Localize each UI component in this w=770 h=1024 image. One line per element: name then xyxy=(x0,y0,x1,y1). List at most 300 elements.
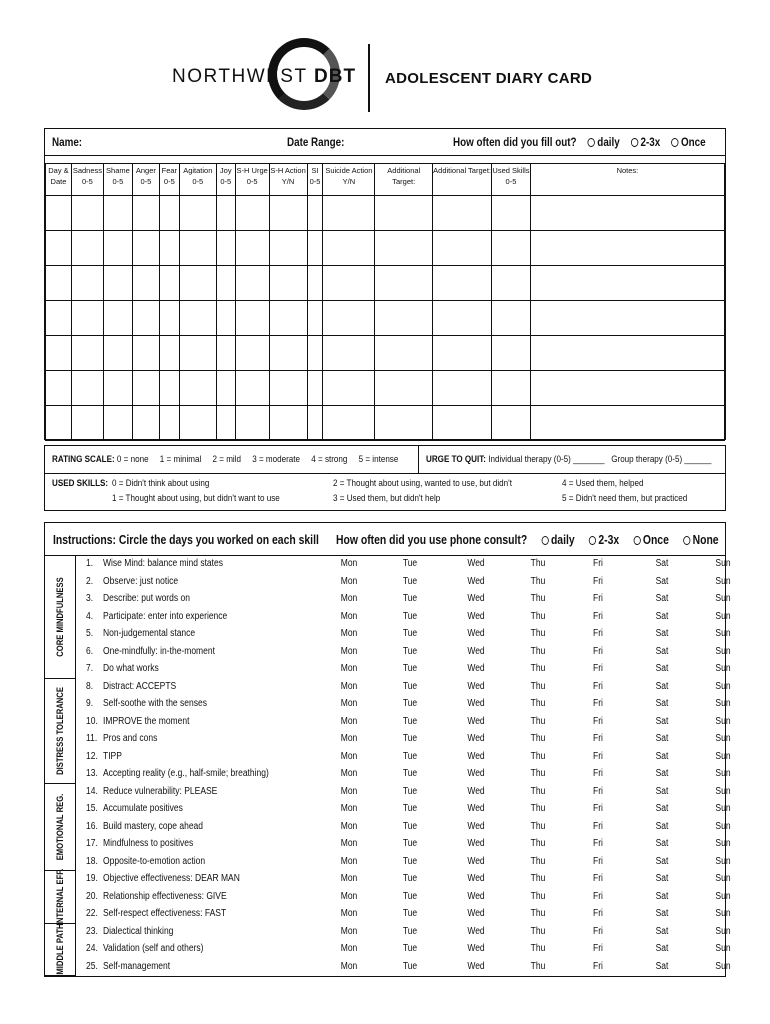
diary-cell[interactable] xyxy=(179,336,216,371)
diary-cell[interactable] xyxy=(235,301,269,336)
day-option-thu[interactable]: Thu xyxy=(530,785,546,797)
diary-cell[interactable] xyxy=(46,371,72,406)
day-option-thu[interactable]: Thu xyxy=(530,960,546,972)
day-option-sat[interactable]: Sat xyxy=(655,715,669,727)
day-option-sun[interactable]: Sun xyxy=(715,943,731,954)
skill-group-label: INTERNAL EFF. xyxy=(55,868,65,925)
day-option-sat[interactable]: Sat xyxy=(655,908,669,919)
skill-row xyxy=(76,801,731,819)
diary-cell[interactable] xyxy=(103,406,132,441)
day-option-tue[interactable]: Tue xyxy=(402,855,418,867)
day-option-thu[interactable]: Thu xyxy=(530,715,546,727)
diary-cell[interactable] xyxy=(132,336,159,371)
day-option-thu[interactable]: Thu xyxy=(530,610,546,622)
diary-cell[interactable] xyxy=(71,196,103,231)
day-option-sat[interactable]: Sat xyxy=(655,873,669,884)
day-option-sun[interactable]: Sun xyxy=(715,698,731,709)
diary-cell[interactable] xyxy=(179,266,216,301)
day-option-sun[interactable]: Sun xyxy=(715,593,731,604)
diary-cell[interactable] xyxy=(159,231,179,266)
day-option-wed[interactable]: Wed xyxy=(467,768,485,779)
day-option-fri[interactable]: Fri xyxy=(593,558,603,569)
skill-number: 4. xyxy=(86,610,94,622)
day-option-fri[interactable]: Fri xyxy=(593,855,603,867)
day-option-thu[interactable]: Thu xyxy=(530,593,546,604)
day-option-fri[interactable]: Fri xyxy=(593,873,603,884)
diary-cell[interactable] xyxy=(307,371,323,406)
diary-cell[interactable] xyxy=(71,231,103,266)
day-option-wed[interactable]: Wed xyxy=(467,645,485,657)
day-option-fri[interactable]: Fri xyxy=(593,925,603,937)
diary-cell[interactable] xyxy=(307,266,323,301)
day-option-sun[interactable]: Sun xyxy=(715,785,731,797)
day-option-mon[interactable]: Mon xyxy=(340,873,358,884)
skills-section xyxy=(44,522,731,977)
diary-cell[interactable] xyxy=(103,301,132,336)
day-option-mon[interactable]: Mon xyxy=(340,628,358,639)
day-option-wed[interactable]: Wed xyxy=(467,855,485,867)
day-option-tue[interactable]: Tue xyxy=(402,768,418,779)
diary-cell[interactable] xyxy=(530,196,724,231)
diary-cell[interactable] xyxy=(433,336,492,371)
day-option-sun[interactable]: Sun xyxy=(715,610,731,622)
skill-number: 8. xyxy=(86,680,94,692)
diary-cell[interactable] xyxy=(307,231,323,266)
skill-row xyxy=(76,714,731,732)
day-option-sat[interactable]: Sat xyxy=(655,733,669,744)
day-option-tue[interactable]: Tue xyxy=(402,803,418,814)
day-option-wed[interactable]: Wed xyxy=(467,803,485,814)
diary-row xyxy=(46,406,725,441)
skill-number: 12. xyxy=(86,750,98,762)
day-option-wed[interactable]: Wed xyxy=(467,680,485,692)
day-option-wed[interactable]: Wed xyxy=(467,733,485,744)
diary-cell[interactable] xyxy=(323,406,375,441)
diary-cell[interactable] xyxy=(530,266,724,301)
diary-cell[interactable] xyxy=(132,371,159,406)
diary-cell[interactable] xyxy=(307,406,323,441)
diary-cell[interactable] xyxy=(159,196,179,231)
day-option-tue[interactable]: Tue xyxy=(402,873,418,884)
diary-cell[interactable] xyxy=(132,301,159,336)
day-option-wed[interactable]: Wed xyxy=(467,663,485,674)
day-option-fri[interactable]: Fri xyxy=(593,575,603,587)
day-option-mon[interactable]: Mon xyxy=(340,698,358,709)
diary-cell[interactable] xyxy=(179,196,216,231)
diary-cell[interactable] xyxy=(269,196,307,231)
day-option-mon[interactable]: Mon xyxy=(340,680,358,692)
day-option-sat[interactable]: Sat xyxy=(655,838,669,849)
day-option-sun[interactable]: Sun xyxy=(715,838,731,849)
day-option-wed[interactable]: Wed xyxy=(467,838,485,849)
day-option-sat[interactable]: Sat xyxy=(655,698,669,709)
day-option-mon[interactable]: Mon xyxy=(340,803,358,814)
day-option-mon[interactable]: Mon xyxy=(340,663,358,674)
day-option-tue[interactable]: Tue xyxy=(402,785,418,797)
day-option-tue[interactable]: Tue xyxy=(402,890,418,902)
day-option-tue[interactable]: Tue xyxy=(402,698,418,709)
day-option-fri[interactable]: Fri xyxy=(593,680,603,692)
day-option-tue[interactable]: Tue xyxy=(402,715,418,727)
day-option-fri[interactable]: Fri xyxy=(593,698,603,709)
day-option-wed[interactable]: Wed xyxy=(467,750,485,762)
day-option-sun[interactable]: Sun xyxy=(715,960,731,972)
day-option-thu[interactable]: Thu xyxy=(530,733,546,744)
day-option-tue[interactable]: Tue xyxy=(402,925,418,937)
fill-option-daily[interactable]: daily xyxy=(587,135,619,149)
day-option-sun[interactable]: Sun xyxy=(715,645,731,657)
day-option-sun[interactable]: Sun xyxy=(715,925,731,937)
diary-cell[interactable] xyxy=(132,196,159,231)
diary-cell[interactable] xyxy=(492,301,531,336)
day-option-fri[interactable]: Fri xyxy=(593,803,603,814)
day-option-sun[interactable]: Sun xyxy=(715,575,731,587)
day-option-sun[interactable]: Sun xyxy=(715,558,731,569)
diary-cell[interactable] xyxy=(179,231,216,266)
day-option-fri[interactable]: Fri xyxy=(593,838,603,849)
diary-cell[interactable] xyxy=(235,266,269,301)
diary-cell[interactable] xyxy=(71,266,103,301)
day-option-tue[interactable]: Tue xyxy=(402,680,418,692)
diary-cell[interactable] xyxy=(269,371,307,406)
diary-cell[interactable] xyxy=(375,301,433,336)
day-option-fri[interactable]: Fri xyxy=(593,960,603,972)
skill-text: Describe: put words on xyxy=(103,593,190,604)
day-option-thu[interactable]: Thu xyxy=(530,908,546,919)
diary-cell[interactable] xyxy=(375,231,433,266)
day-option-sat[interactable]: Sat xyxy=(655,750,669,762)
day-option-mon[interactable]: Mon xyxy=(340,785,358,797)
diary-cell[interactable] xyxy=(323,231,375,266)
diary-cell[interactable] xyxy=(159,406,179,441)
day-option-sat[interactable]: Sat xyxy=(655,890,669,902)
diary-cell[interactable] xyxy=(235,406,269,441)
day-option-tue[interactable]: Tue xyxy=(402,575,418,587)
diary-cell[interactable] xyxy=(530,336,724,371)
diary-cell[interactable] xyxy=(103,266,132,301)
diary-cell[interactable] xyxy=(71,336,103,371)
date-range-label: Date Range: xyxy=(287,135,345,149)
day-option-sat[interactable]: Sat xyxy=(655,785,669,797)
diary-cell[interactable] xyxy=(71,301,103,336)
day-option-tue[interactable]: Tue xyxy=(402,645,418,657)
diary-cell[interactable] xyxy=(216,371,235,406)
day-option-sun[interactable]: Sun xyxy=(715,715,731,727)
diary-cell[interactable] xyxy=(46,266,72,301)
day-option-mon[interactable]: Mon xyxy=(340,593,358,604)
diary-cell[interactable] xyxy=(159,301,179,336)
day-option-mon[interactable]: Mon xyxy=(340,855,358,867)
diary-cell[interactable] xyxy=(530,301,724,336)
day-option-thu[interactable]: Thu xyxy=(530,645,546,657)
day-option-mon[interactable]: Mon xyxy=(340,733,358,744)
day-option-sat[interactable]: Sat xyxy=(655,943,669,954)
skill-group xyxy=(45,924,76,977)
day-option-mon[interactable]: Mon xyxy=(340,943,358,954)
day-option-wed[interactable]: Wed xyxy=(467,715,485,727)
diary-cell[interactable] xyxy=(492,406,531,441)
day-option-mon[interactable]: Mon xyxy=(340,715,358,727)
day-option-sat[interactable]: Sat xyxy=(655,593,669,604)
day-option-mon[interactable]: Mon xyxy=(340,838,358,849)
day-option-thu[interactable]: Thu xyxy=(530,575,546,587)
skill-number: 1. xyxy=(86,558,94,569)
day-option-sun[interactable]: Sun xyxy=(715,768,731,779)
day-option-wed[interactable]: Wed xyxy=(467,558,485,569)
skill-text: Build mastery, cope ahead xyxy=(103,820,204,832)
diary-cell[interactable] xyxy=(46,231,72,266)
diary-cell[interactable] xyxy=(492,371,531,406)
day-option-thu[interactable]: Thu xyxy=(530,943,546,954)
day-option-mon[interactable]: Mon xyxy=(340,610,358,622)
day-option-wed[interactable]: Wed xyxy=(467,890,485,902)
day-option-mon[interactable]: Mon xyxy=(340,558,358,569)
day-option-mon[interactable]: Mon xyxy=(340,890,358,902)
diary-cell[interactable] xyxy=(132,231,159,266)
name-label: Name: xyxy=(52,135,83,149)
fill-option-2-3x[interactable]: 2-3x xyxy=(631,135,661,149)
day-option-tue[interactable]: Tue xyxy=(402,750,418,762)
diary-cell[interactable] xyxy=(103,196,132,231)
diary-cell[interactable] xyxy=(235,196,269,231)
phone-option-daily[interactable]: daily xyxy=(541,532,574,547)
diary-cell[interactable] xyxy=(159,336,179,371)
diary-cell[interactable] xyxy=(103,371,132,406)
diary-cell[interactable] xyxy=(132,266,159,301)
day-option-sat[interactable]: Sat xyxy=(655,960,669,972)
day-option-sun[interactable]: Sun xyxy=(715,908,731,919)
diary-cell[interactable] xyxy=(492,336,531,371)
day-option-thu[interactable]: Thu xyxy=(530,803,546,814)
day-option-fri[interactable]: Fri xyxy=(593,610,603,622)
skill-text: Accumulate positives xyxy=(103,803,183,814)
day-option-sat[interactable]: Sat xyxy=(655,575,669,587)
day-option-tue[interactable]: Tue xyxy=(402,908,418,919)
diary-cell[interactable] xyxy=(216,301,235,336)
diary-cell[interactable] xyxy=(216,406,235,441)
day-option-mon[interactable]: Mon xyxy=(340,768,358,779)
day-option-wed[interactable]: Wed xyxy=(467,575,485,587)
day-option-thu[interactable]: Thu xyxy=(530,750,546,762)
diary-cell[interactable] xyxy=(46,406,72,441)
day-option-thu[interactable]: Thu xyxy=(530,628,546,639)
day-option-sat[interactable]: Sat xyxy=(655,855,669,867)
day-option-sun[interactable]: Sun xyxy=(715,873,731,884)
day-option-wed[interactable]: Wed xyxy=(467,908,485,919)
day-option-thu[interactable]: Thu xyxy=(530,558,546,569)
diary-cell[interactable] xyxy=(307,336,323,371)
day-option-sat[interactable]: Sat xyxy=(655,628,669,639)
skill-group xyxy=(45,868,76,925)
day-option-wed[interactable]: Wed xyxy=(467,925,485,937)
day-option-tue[interactable]: Tue xyxy=(402,558,418,569)
diary-cell[interactable] xyxy=(269,301,307,336)
day-option-tue[interactable]: Tue xyxy=(402,733,418,744)
diary-cell[interactable] xyxy=(46,196,72,231)
day-option-fri[interactable]: Fri xyxy=(593,908,603,919)
phone-option-once[interactable]: Once xyxy=(633,532,669,547)
day-option-mon[interactable]: Mon xyxy=(340,575,358,587)
diary-row xyxy=(46,196,725,231)
diary-cell[interactable] xyxy=(103,336,132,371)
day-option-thu[interactable]: Thu xyxy=(530,768,546,779)
fill-option-once[interactable]: Once xyxy=(671,135,705,149)
day-option-thu[interactable]: Thu xyxy=(530,925,546,937)
day-option-thu[interactable]: Thu xyxy=(530,820,546,832)
diary-row xyxy=(46,371,725,406)
diary-cell[interactable] xyxy=(46,301,72,336)
day-option-wed[interactable]: Wed xyxy=(467,610,485,622)
diary-cell[interactable] xyxy=(492,196,531,231)
day-option-tue[interactable]: Tue xyxy=(402,610,418,622)
day-option-thu[interactable]: Thu xyxy=(530,873,546,884)
diary-cell[interactable] xyxy=(269,266,307,301)
day-option-sat[interactable]: Sat xyxy=(655,925,669,937)
day-option-sun[interactable]: Sun xyxy=(715,890,731,902)
diary-cell[interactable] xyxy=(433,301,492,336)
day-option-mon[interactable]: Mon xyxy=(340,750,358,762)
day-option-fri[interactable]: Fri xyxy=(593,593,603,604)
skills-instructions-row xyxy=(45,523,725,556)
day-option-fri[interactable]: Fri xyxy=(593,943,603,954)
day-option-sat[interactable]: Sat xyxy=(655,663,669,674)
diary-cell[interactable] xyxy=(375,196,433,231)
day-option-mon[interactable]: Mon xyxy=(340,645,358,657)
day-option-mon[interactable]: Mon xyxy=(340,925,358,937)
day-option-fri[interactable]: Fri xyxy=(593,663,603,674)
diary-cell[interactable] xyxy=(307,301,323,336)
day-option-sun[interactable]: Sun xyxy=(715,680,731,692)
diary-cell[interactable] xyxy=(269,336,307,371)
diary-cell[interactable] xyxy=(433,266,492,301)
diary-cell[interactable] xyxy=(269,406,307,441)
diary-cell[interactable] xyxy=(433,231,492,266)
day-option-sun[interactable]: Sun xyxy=(715,733,731,744)
day-option-mon[interactable]: Mon xyxy=(340,820,358,832)
phone-option-2-3x[interactable]: 2-3x xyxy=(589,532,619,547)
diary-cell[interactable] xyxy=(323,371,375,406)
diary-cell[interactable] xyxy=(323,196,375,231)
day-option-wed[interactable]: Wed xyxy=(467,698,485,709)
diary-cell[interactable] xyxy=(323,301,375,336)
diary-cell[interactable] xyxy=(216,336,235,371)
day-option-tue[interactable]: Tue xyxy=(402,663,418,674)
diary-cell[interactable] xyxy=(179,301,216,336)
day-option-mon[interactable]: Mon xyxy=(340,960,358,972)
day-option-fri[interactable]: Fri xyxy=(593,645,603,657)
diary-cell[interactable] xyxy=(216,231,235,266)
diary-cell[interactable] xyxy=(433,371,492,406)
phone-option-none[interactable]: None xyxy=(683,532,719,547)
day-option-sat[interactable]: Sat xyxy=(655,680,669,692)
diary-cell[interactable] xyxy=(216,196,235,231)
diary-cell[interactable] xyxy=(433,406,492,441)
day-option-wed[interactable]: Wed xyxy=(467,593,485,604)
diary-cell[interactable] xyxy=(375,336,433,371)
diary-cell[interactable] xyxy=(179,406,216,441)
diary-cell[interactable] xyxy=(530,406,724,441)
diary-cell[interactable] xyxy=(492,266,531,301)
day-option-mon[interactable]: Mon xyxy=(340,908,358,919)
diary-cell[interactable] xyxy=(159,371,179,406)
day-option-sat[interactable]: Sat xyxy=(655,768,669,779)
diary-cell[interactable] xyxy=(46,336,72,371)
diary-cell[interactable] xyxy=(179,371,216,406)
diary-cell[interactable] xyxy=(492,231,531,266)
diary-cell[interactable] xyxy=(216,266,235,301)
diary-cell[interactable] xyxy=(235,371,269,406)
day-option-sun[interactable]: Sun xyxy=(715,663,731,674)
day-option-wed[interactable]: Wed xyxy=(467,960,485,972)
day-option-sat[interactable]: Sat xyxy=(655,645,669,657)
diary-cell[interactable] xyxy=(307,196,323,231)
day-option-thu[interactable]: Thu xyxy=(530,855,546,867)
day-option-thu[interactable]: Thu xyxy=(530,680,546,692)
diary-cell[interactable] xyxy=(159,266,179,301)
day-option-fri[interactable]: Fri xyxy=(593,785,603,797)
day-option-fri[interactable]: Fri xyxy=(593,768,603,779)
day-option-tue[interactable]: Tue xyxy=(402,960,418,972)
skill-number: 3. xyxy=(86,593,94,604)
day-option-sun[interactable]: Sun xyxy=(715,803,731,814)
diary-cell[interactable] xyxy=(71,406,103,441)
day-option-wed[interactable]: Wed xyxy=(467,873,485,884)
diary-cell[interactable] xyxy=(103,231,132,266)
diary-cell[interactable] xyxy=(433,196,492,231)
day-option-thu[interactable]: Thu xyxy=(530,663,546,674)
day-option-sun[interactable]: Sun xyxy=(715,855,731,867)
day-option-thu[interactable]: Thu xyxy=(530,890,546,902)
day-option-sat[interactable]: Sat xyxy=(655,558,669,569)
day-option-sat[interactable]: Sat xyxy=(655,820,669,832)
diary-cell[interactable] xyxy=(132,406,159,441)
diary-cell[interactable] xyxy=(269,231,307,266)
diary-cell[interactable] xyxy=(530,371,724,406)
day-option-tue[interactable]: Tue xyxy=(402,820,418,832)
day-option-thu[interactable]: Thu xyxy=(530,838,546,849)
day-option-sat[interactable]: Sat xyxy=(655,803,669,814)
day-option-sun[interactable]: Sun xyxy=(715,628,731,639)
day-option-tue[interactable]: Tue xyxy=(402,838,418,849)
day-option-wed[interactable]: Wed xyxy=(467,820,485,832)
day-option-tue[interactable]: Tue xyxy=(402,593,418,604)
diary-cell[interactable] xyxy=(323,336,375,371)
diary-cell[interactable] xyxy=(530,231,724,266)
day-option-thu[interactable]: Thu xyxy=(530,698,546,709)
day-option-sat[interactable]: Sat xyxy=(655,610,669,622)
day-option-fri[interactable]: Fri xyxy=(593,733,603,744)
diary-cell[interactable] xyxy=(323,266,375,301)
day-option-fri[interactable]: Fri xyxy=(593,890,603,902)
day-option-tue[interactable]: Tue xyxy=(402,943,418,954)
day-option-wed[interactable]: Wed xyxy=(467,943,485,954)
day-option-fri[interactable]: Fri xyxy=(593,715,603,727)
day-option-sun[interactable]: Sun xyxy=(715,750,731,762)
diary-cell[interactable] xyxy=(71,371,103,406)
day-option-tue[interactable]: Tue xyxy=(402,628,418,639)
diary-cell[interactable] xyxy=(375,406,433,441)
day-option-fri[interactable]: Fri xyxy=(593,820,603,832)
day-option-sun[interactable]: Sun xyxy=(715,820,731,832)
day-option-wed[interactable]: Wed xyxy=(467,785,485,797)
diary-cell[interactable] xyxy=(235,231,269,266)
day-option-wed[interactable]: Wed xyxy=(467,628,485,639)
diary-cell[interactable] xyxy=(375,371,433,406)
day-option-fri[interactable]: Fri xyxy=(593,750,603,762)
day-option-fri[interactable]: Fri xyxy=(593,628,603,639)
diary-cell[interactable] xyxy=(375,266,433,301)
diary-cell[interactable] xyxy=(235,336,269,371)
